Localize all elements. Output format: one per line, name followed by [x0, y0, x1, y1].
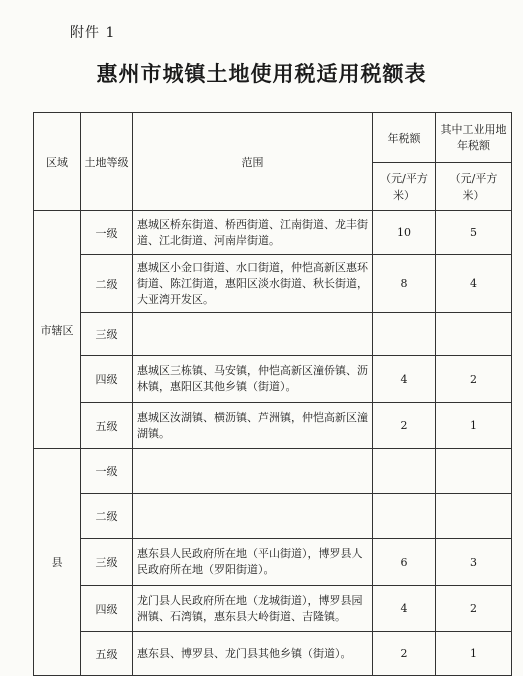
- scope-cell: 惠东县人民政府所在地（平山街道），博罗县人民政府所在地（罗阳街道）。: [133, 539, 373, 586]
- tax-cell: 4: [373, 586, 436, 632]
- scope-cell: 龙门县人民政府所在地（龙城街道），博罗县园洲镇、石湾镇，惠东县大岭街道、吉隆镇。: [133, 586, 373, 632]
- attachment-label: 附件 1: [70, 25, 116, 41]
- table-row: [34, 539, 512, 586]
- tax-cell: [373, 494, 436, 539]
- area-cell: 县: [34, 449, 81, 676]
- grade-cell: 五级: [81, 403, 133, 449]
- scope-cell: [133, 313, 373, 356]
- grade-cell: 四级: [81, 356, 133, 403]
- scope-cell: 惠城区小金口街道、水口街道，仲恺高新区惠环街道、陈江街道，惠阳区淡水街道、秋长街道，大亚湾开发区。: [133, 255, 373, 313]
- grade-cell: 五级: [81, 632, 133, 676]
- industrial-tax-cell: 2: [436, 586, 512, 632]
- industrial-tax-cell: [436, 313, 512, 356]
- header-unit-annual: （元/平方米）: [373, 163, 436, 211]
- industrial-tax-cell: 2: [436, 356, 512, 403]
- header-grade: 土地等级: [81, 113, 133, 211]
- scope-cell: 惠城区桥东街道、桥西街道、江南街道、龙丰街道、江北街道、河南岸街道。: [133, 211, 373, 255]
- table-row: [34, 632, 512, 676]
- industrial-tax-cell: [436, 449, 512, 494]
- header-area: 区域: [34, 113, 81, 211]
- industrial-tax-cell: 1: [436, 403, 512, 449]
- grade-cell: 二级: [81, 255, 133, 313]
- grade-cell: 二级: [81, 494, 133, 539]
- tax-cell: 8: [373, 255, 436, 313]
- grade-cell: 三级: [81, 313, 133, 356]
- grade-cell: 三级: [81, 539, 133, 586]
- industrial-tax-cell: 1: [436, 632, 512, 676]
- grade-cell: 一级: [81, 449, 133, 494]
- tax-cell: [373, 313, 436, 356]
- header-annual-tax: 年税额: [373, 113, 436, 163]
- industrial-tax-cell: 3: [436, 539, 512, 586]
- table-row: [34, 494, 512, 539]
- scope-cell: 惠东县、博罗县、龙门县其他乡镇（街道）。: [133, 632, 373, 676]
- tax-cell: [373, 449, 436, 494]
- industrial-tax-cell: 4: [436, 255, 512, 313]
- industrial-tax-cell: [436, 494, 512, 539]
- table-row: [34, 356, 512, 403]
- table-row: [34, 586, 512, 632]
- grade-cell: 四级: [81, 586, 133, 632]
- tax-cell: 2: [373, 403, 436, 449]
- header-unit-industrial: （元/平方米）: [436, 163, 512, 211]
- scope-cell: 惠城区汝湖镇、横沥镇、芦洲镇，仲恺高新区潼湖镇。: [133, 403, 373, 449]
- scope-cell: [133, 449, 373, 494]
- table-row: [34, 449, 512, 494]
- industrial-tax-cell: 5: [436, 211, 512, 255]
- table-row: [34, 211, 512, 255]
- header-industrial-tax: 其中工业用地年税额: [436, 113, 512, 163]
- area-cell: 市辖区: [34, 211, 81, 449]
- header-scope: 范围: [133, 113, 373, 211]
- tax-rate-table: [33, 112, 512, 676]
- table-row: [34, 255, 512, 313]
- tax-cell: 2: [373, 632, 436, 676]
- page-title: 惠州市城镇土地使用税适用税额表: [96, 61, 427, 86]
- table-row: [34, 403, 512, 449]
- tax-cell: 10: [373, 211, 436, 255]
- scope-cell: [133, 494, 373, 539]
- table-row: [34, 313, 512, 356]
- grade-cell: 一级: [81, 211, 133, 255]
- tax-cell: 4: [373, 356, 436, 403]
- scope-cell: 惠城区三栋镇、马安镇，仲恺高新区潼侨镇、沥林镇，惠阳区其他乡镇（街道）。: [133, 356, 373, 403]
- tax-cell: 6: [373, 539, 436, 586]
